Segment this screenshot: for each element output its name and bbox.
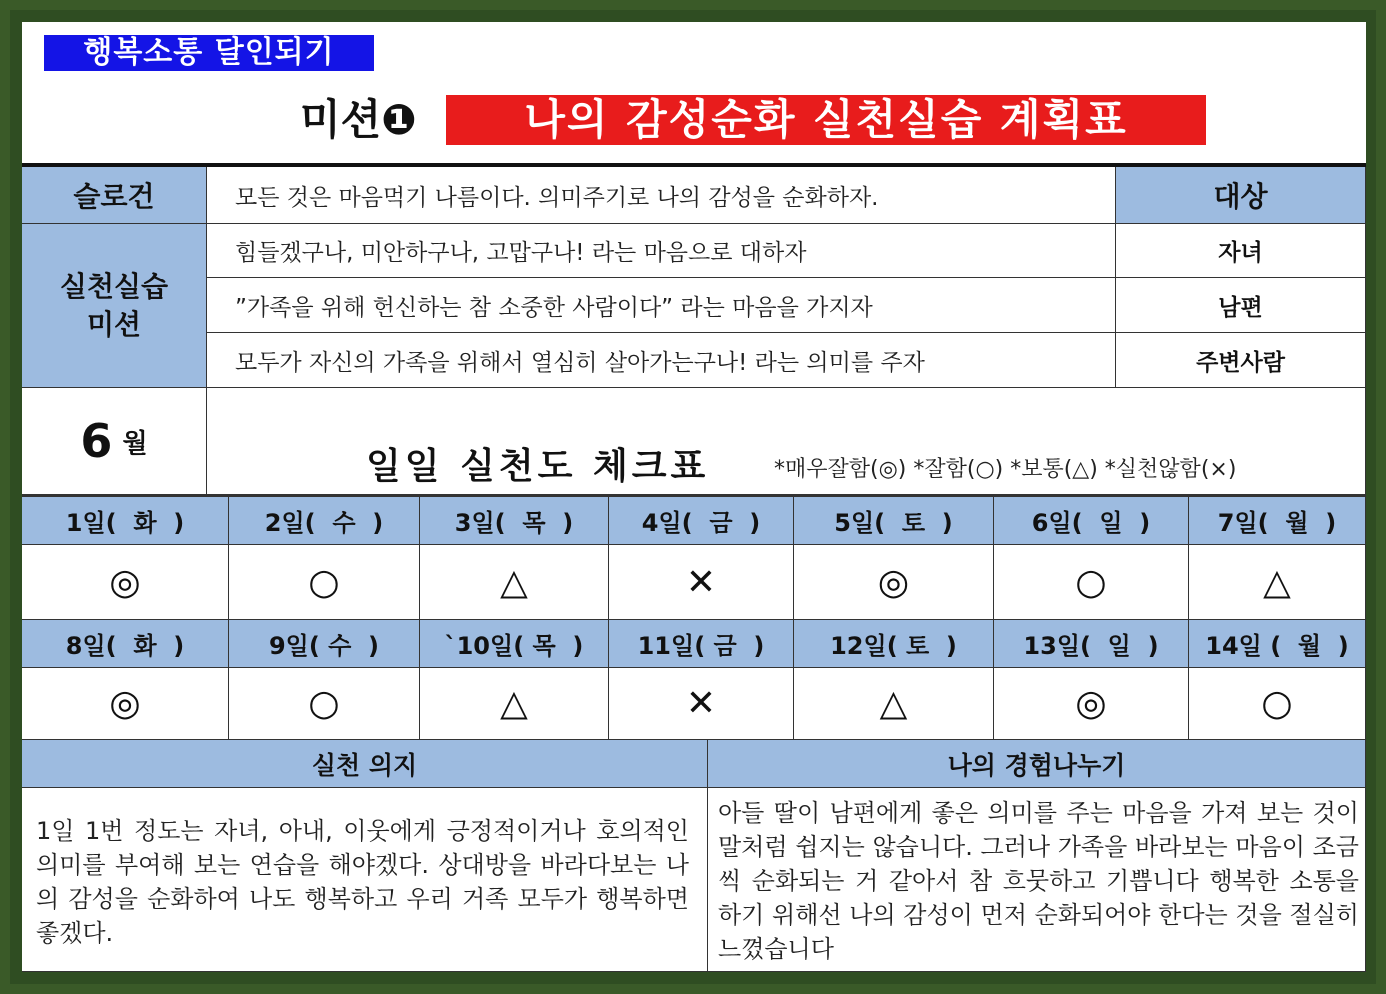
day-rating-mark: ◎ (994, 668, 1189, 740)
share-text: 아들 딸이 남편에게 좋은 의미를 주는 마음을 가져 보는 것이 말처럼 쉽지는 않습니다. 그러나 가족을 바라보는 마음이 조금씩 순화되는 거 같아서 참 흐뭇하고 기쁩니다 행복한 소통을 하기 위해선 나의 감성이 먼저 순화되어야 한다는 것을 절실히 느꼈습니다 (708, 788, 1366, 972)
day-rating-mark: ✕ (609, 545, 794, 620)
day-header: 12일( 토 ) (794, 620, 994, 668)
day-header: `10일( 목 ) (420, 620, 609, 668)
day-header: 5일( 토 ) (794, 497, 994, 545)
day-rating-mark: ○ (229, 668, 420, 740)
day-rating-mark: △ (1189, 545, 1366, 620)
day-header: 3일( 목 ) (420, 497, 609, 545)
day-rating-mark: ◎ (22, 545, 229, 620)
mission-target: 남편 (1116, 278, 1366, 333)
day-rating-mark: ○ (1189, 668, 1366, 740)
month-number: 6 (80, 414, 113, 468)
will-header: 실천 의지 (22, 740, 708, 788)
month-cell (22, 388, 207, 497)
practice-mission-label: 실천실습 미션 (22, 224, 207, 388)
mission-title: 나의 감성순화 실천실습 계획표 (446, 95, 1206, 145)
slogan-text: 모든 것은 마음먹기 나름이다. 의미주기로 나의 감성을 순화하자. (207, 167, 1116, 224)
day-rating-mark: ○ (229, 545, 420, 620)
day-header: 13일( 일 ) (994, 620, 1189, 668)
day-rating-mark: △ (420, 668, 609, 740)
day-header: 4일( 금 ) (609, 497, 794, 545)
slogan-label: 슬로건 (22, 167, 207, 224)
mission-number: 미션❶ (300, 95, 417, 144)
day-header: 11일( 금 ) (609, 620, 794, 668)
share-header: 나의 경험나누기 (708, 740, 1366, 788)
will-text: 1일 1번 정도는 자녀, 아내, 이웃에게 긍정적이거나 호의적인 의미를 부여해 보는 연습을 해야겠다. 상대방을 바라다보는 나의 감성을 순화하여 나도 행복하고 우리 거족 모두가 행복하면 좋겠다. (22, 788, 708, 972)
day-header: 9일( 수 ) (229, 620, 420, 668)
target-header: 대상 (1116, 167, 1366, 224)
rating-legend: *매우잘함(◎) *잘함(○) *보통(△) *실천않함(×) (774, 457, 1237, 482)
day-rating-mark: ✕ (609, 668, 794, 740)
day-rating-mark: △ (420, 545, 609, 620)
day-header: 7일( 월 ) (1189, 497, 1366, 545)
day-header: 6일( 일 ) (994, 497, 1189, 545)
day-rating-mark: △ (794, 668, 994, 740)
mission-item: ”가족을 위해 헌신하는 참 소중한 사람이다” 라는 마음을 가지자 (207, 278, 1116, 333)
mission-target: 자녀 (1116, 224, 1366, 278)
day-rating-mark: ○ (994, 545, 1189, 620)
day-header: 2일( 수 ) (229, 497, 420, 545)
month-unit: 월 (122, 428, 148, 459)
program-label: 행복소통 달인되기 (44, 35, 374, 71)
mission-item: 모두가 자신의 가족을 위해서 열심히 살아가는구나! 라는 의미를 주자 (207, 333, 1116, 388)
plan-sheet (22, 22, 1366, 972)
day-header: 14일 ( 월 ) (1189, 620, 1366, 668)
day-header: 1일( 화 ) (22, 497, 229, 545)
day-header: 8일( 화 ) (22, 620, 229, 668)
checklist-title: 일일 실천도 체크표 (366, 446, 710, 487)
day-rating-mark: ◎ (22, 668, 229, 740)
mission-item: 힘들겠구나, 미안하구나, 고맙구나! 라는 마음으로 대하자 (207, 224, 1116, 278)
mission-target: 주변사람 (1116, 333, 1366, 388)
day-rating-mark: ◎ (794, 545, 994, 620)
